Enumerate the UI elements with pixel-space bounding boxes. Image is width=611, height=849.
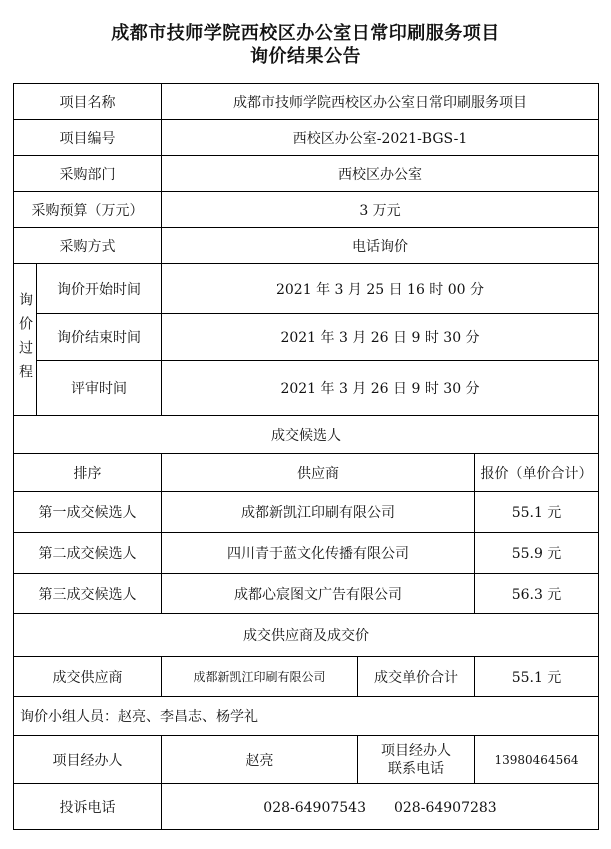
doc-title-line1: 成都市技师学院西校区办公室日常印刷服务项目	[111, 23, 500, 44]
process-label: 询价过程	[14, 264, 37, 416]
group-members: 询价小组人员：赵亮、李昌志、杨学礼	[14, 697, 599, 736]
start-label: 询价开始时间	[37, 264, 162, 314]
candidate-supplier: 四川青于蓝文化传播有限公司	[162, 533, 475, 574]
project-no-value: 西校区办公室-2021-BGS-1	[162, 120, 599, 156]
dept-label: 采购部门	[14, 156, 162, 192]
manager-phone-label-line2: 联系电话	[388, 760, 444, 777]
row-deal-heading	[14, 614, 599, 657]
review-value: 2021 年 3 月 26 日 9 时 30 分	[162, 361, 599, 416]
review-label: 评审时间	[37, 361, 162, 416]
row-manager	[14, 736, 599, 784]
candidate-price: 55.9 元	[475, 533, 599, 574]
row-complaint	[14, 784, 599, 830]
project-name-label: 项目名称	[14, 84, 162, 120]
row-project-name	[14, 84, 599, 120]
doc-title-line2: 询价结果公告	[250, 46, 361, 67]
result-table	[13, 83, 599, 830]
budget-label: 采购预算（万元）	[14, 192, 162, 228]
row-candidates-header	[14, 454, 599, 492]
candidate-rank: 第一成交候选人	[14, 492, 162, 533]
col-header-supplier: 供应商	[162, 454, 475, 492]
row-budget	[14, 192, 599, 228]
deal-supplier-label: 成交供应商	[14, 657, 162, 697]
budget-value: 3 万元	[162, 192, 599, 228]
end-value: 2021 年 3 月 26 日 9 时 30 分	[162, 314, 599, 361]
candidate-supplier: 成都新凯江印刷有限公司	[162, 492, 475, 533]
row-project-no	[14, 120, 599, 156]
row-end-time	[14, 314, 599, 361]
row-candidates-heading	[14, 416, 599, 454]
candidate-supplier: 成都心宸图文广告有限公司	[162, 574, 475, 614]
candidate-price: 55.1 元	[475, 492, 599, 533]
row-deal	[14, 657, 599, 697]
complaint-label: 投诉电话	[14, 784, 162, 830]
end-label: 询价结束时间	[37, 314, 162, 361]
row-group-members	[14, 697, 599, 736]
deal-heading: 成交供应商及成交价	[14, 614, 599, 657]
project-name-value: 成都市技师学院西校区办公室日常印刷服务项目	[162, 84, 599, 120]
deal-price-label: 成交单价合计	[358, 657, 475, 697]
manager-phone-label-line1: 项目经办人	[381, 742, 451, 759]
complaint-value: 028-64907543 028-64907283	[162, 784, 599, 830]
row-method	[14, 228, 599, 264]
dept-value: 西校区办公室	[162, 156, 599, 192]
manager-value: 赵亮	[162, 736, 358, 784]
table-row	[14, 574, 599, 614]
manager-phone-label	[358, 736, 475, 784]
row-start-time	[14, 264, 599, 314]
row-review-time	[14, 361, 599, 416]
candidate-rank: 第三成交候选人	[14, 574, 162, 614]
col-header-price: 报价（单价合计）	[475, 454, 599, 492]
deal-supplier-value: 成都新凯江印刷有限公司	[162, 657, 358, 697]
table-row	[14, 533, 599, 574]
method-label: 采购方式	[14, 228, 162, 264]
col-header-rank: 排序	[14, 454, 162, 492]
deal-price-value: 55.1 元	[475, 657, 599, 697]
row-dept	[14, 156, 599, 192]
start-value: 2021 年 3 月 25 日 16 时 00 分	[162, 264, 599, 314]
project-no-label: 项目编号	[14, 120, 162, 156]
manager-phone-value: 13980464564	[475, 736, 599, 784]
candidate-rank: 第二成交候选人	[14, 533, 162, 574]
manager-label: 项目经办人	[14, 736, 162, 784]
candidate-price: 56.3 元	[475, 574, 599, 614]
candidates-heading: 成交候选人	[14, 416, 599, 454]
table-row	[14, 492, 599, 533]
method-value: 电话询价	[162, 228, 599, 264]
